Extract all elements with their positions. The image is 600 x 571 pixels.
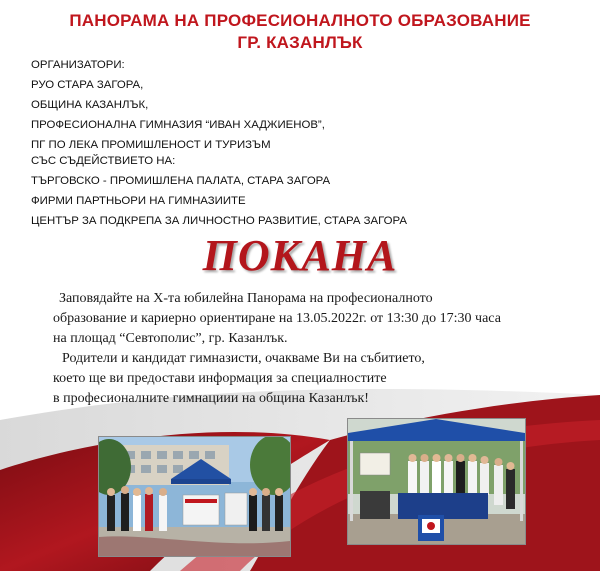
- paragraph-line: Родители и кандидат гимназисти, очакваме Ви на събитието,: [62, 351, 425, 366]
- paragraph-line: което ще ви предостави информация за специалностите: [53, 371, 387, 386]
- paragraph-line: на площад “Севтополис”, гр. Казанлък.: [53, 331, 288, 346]
- paragraph-line: в професионалните гимнациии на община Казанлък!: [53, 391, 369, 406]
- photo-stand-crowd: [99, 437, 290, 556]
- organizer-item: ПГ ПО ЛЕКА ПРОМИШЛЕНОСТ И ТУРИЗЪМ: [31, 139, 271, 151]
- invitation-paragraph-1: [53, 289, 573, 349]
- invitation-paragraph-2: [53, 349, 573, 409]
- title-line-2: ГР. КАЗАНЛЪК: [237, 33, 363, 52]
- event-photo-left: [98, 436, 291, 557]
- organizer-item: РУО СТАРА ЗАГОРА,: [31, 79, 144, 91]
- invitation-title: ПОКАНА: [202, 231, 398, 280]
- organizers-heading: ОРГАНИЗАТОРИ:: [31, 59, 125, 71]
- event-photo-right: [347, 418, 526, 545]
- supporter-item: ТЪРГОВСКО - ПРОМИШЛЕНА ПАЛАТА, СТАРА ЗАГОРА: [31, 175, 331, 187]
- organizer-item: ОБЩИНА КАЗАНЛЪК,: [31, 99, 149, 111]
- supporters-heading: СЪС СЪДЕЙСТВИЕТО НА:: [31, 155, 176, 167]
- supporter-item: ЦЕНТЪР ЗА ПОДКРЕПА ЗА ЛИЧНОСТНО РАЗВИТИЕ, СТАРА ЗАГОРА: [31, 215, 407, 227]
- organizers-block: [31, 55, 325, 155]
- supporters-block: [31, 151, 407, 231]
- supporter-item: ФИРМИ ПАРТНЬОРИ НА ГИМНАЗИИТЕ: [31, 195, 246, 207]
- photo-tent-students: [348, 419, 525, 544]
- title-line-1: ПАНОРАМА НА ПРОФЕСИОНАЛНОТО ОБРАЗОВАНИЕ: [69, 11, 531, 30]
- organizer-item: ПРОФЕСИОНАЛНА ГИМНАЗИЯ “ИВАН ХАДЖИЕНОВ”,: [31, 119, 325, 131]
- paragraph-line: Заповядайте на Х-та юбилейна Панорама на професионалното: [59, 291, 433, 306]
- paragraph-line: образование и кариерно ориентиране на 13.05.2022г. от 13:30 до 17:30 часа: [53, 311, 501, 326]
